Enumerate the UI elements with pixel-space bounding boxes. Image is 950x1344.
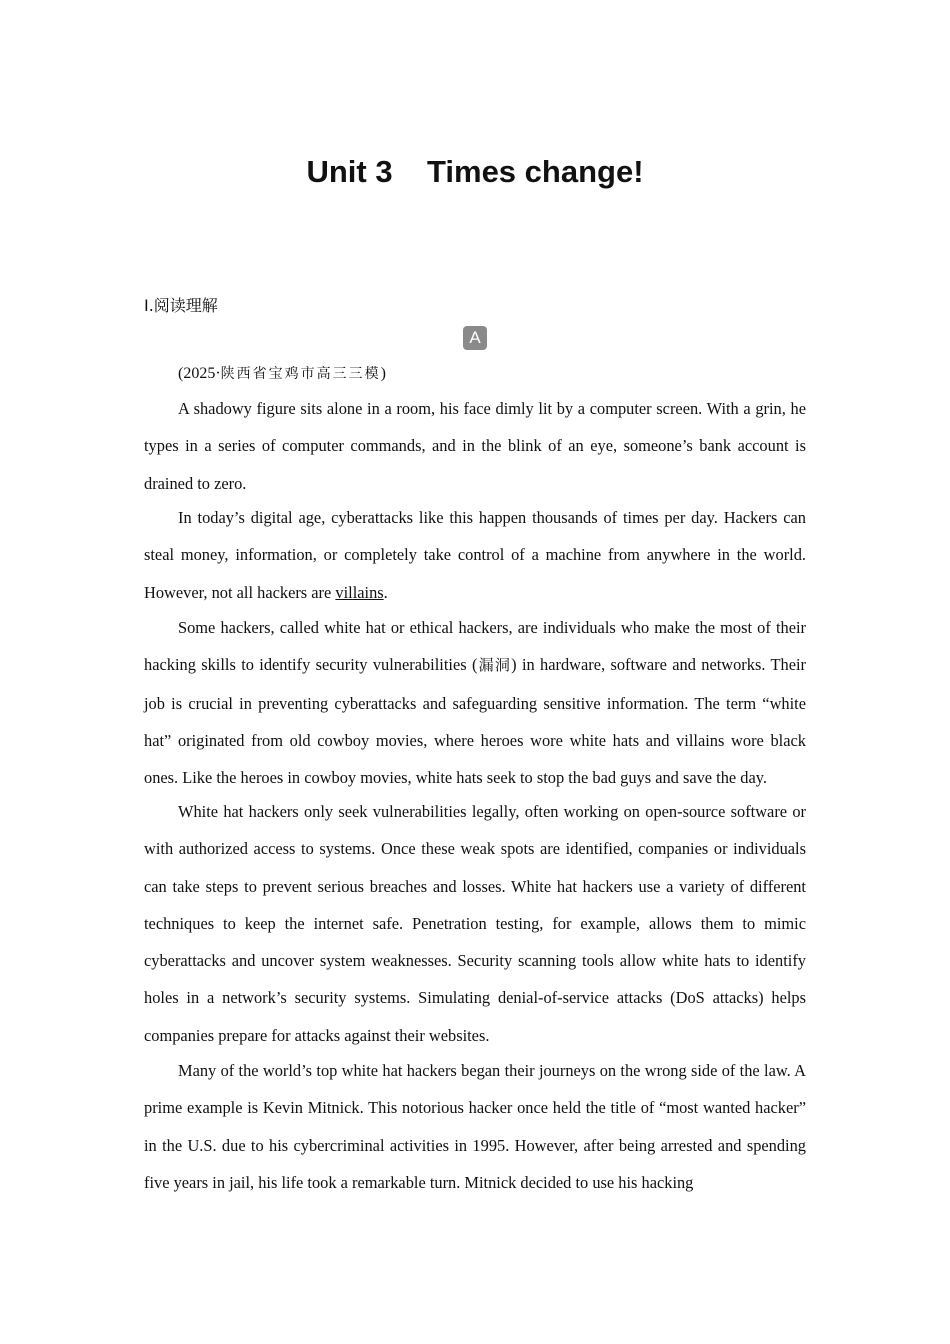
paragraph-3-text: Some hackers, called white hat or ethical hackers, are individuals who make the most of their hacking skills to identify security vulnerabilities ( bbox=[144, 618, 806, 675]
paragraph-2-end: . bbox=[383, 582, 388, 602]
paragraph-4: White hat hackers only seek vulnerabilities legally, often working on open-source software or with authorized access to systems. Once these weak spots are identified, companies or individuals can take steps to prevent serious breaches and losses. White hat hackers use a variety of different techniques to keep the internet safe. Penetration testing, for example, allows them to mimic cyberattacks and uncover system weaknesses. Security scanning tools allow white hats to identify holes in a network’s security systems. Simulating denial-of-service attacks (DoS attacks) helps companies prepare for attacks against their websites. bbox=[144, 802, 806, 1045]
paragraph-2-text: In today’s digital age, cyberattacks like this happen thousands of times per day. Hackers can steal money, information, or completely take control of a machine from anywhere in the world. However, not all hackers are bbox=[144, 508, 806, 602]
source-open: (2025· bbox=[178, 365, 221, 382]
paragraph-5: Many of the world’s top white hat hackers began their journeys on the wrong side of the law. A prime example is Kevin Mitnick. This notorious hacker once held the title of “most wanted hacker” in the U.S. due to his cybercriminal activities in 1995. However, after being arrested and spending five years in jail, his life took a remarkable turn. Mitnick decided to use his hacking bbox=[144, 1061, 806, 1192]
paragraph-3 bbox=[144, 609, 806, 796]
source-close: ) bbox=[380, 365, 386, 382]
paragraph-1: A shadowy figure sits alone in a room, his face dimly lit by a computer screen. With a grin, he types in a series of computer commands, and in the blink of an eye, someone’s bank account is drained to zero. bbox=[144, 399, 806, 493]
paragraph-2 bbox=[144, 499, 806, 611]
source-place: 陕西省宝鸡市高三三模 bbox=[220, 366, 381, 382]
underlined-word: villains bbox=[335, 582, 384, 602]
source-citation bbox=[178, 363, 386, 383]
section-heading: Ⅰ.阅读理解 bbox=[144, 296, 218, 315]
page-title: Unit 3 Times change! bbox=[306, 154, 644, 189]
paragraph-3-rest: ) in hardware, software and networks. Their job is crucial in preventing cyberattacks and safeguarding sensitive information. The term “white hat” originated from old cowboy movies, where heroes wore white hats and villains wore black ones. Like the heroes in cowboy movies, white hats seek to stop the bad guys and save the day. bbox=[144, 655, 806, 788]
passage-label-badge: A bbox=[463, 326, 487, 350]
chinese-gloss: 漏洞 bbox=[477, 656, 512, 675]
